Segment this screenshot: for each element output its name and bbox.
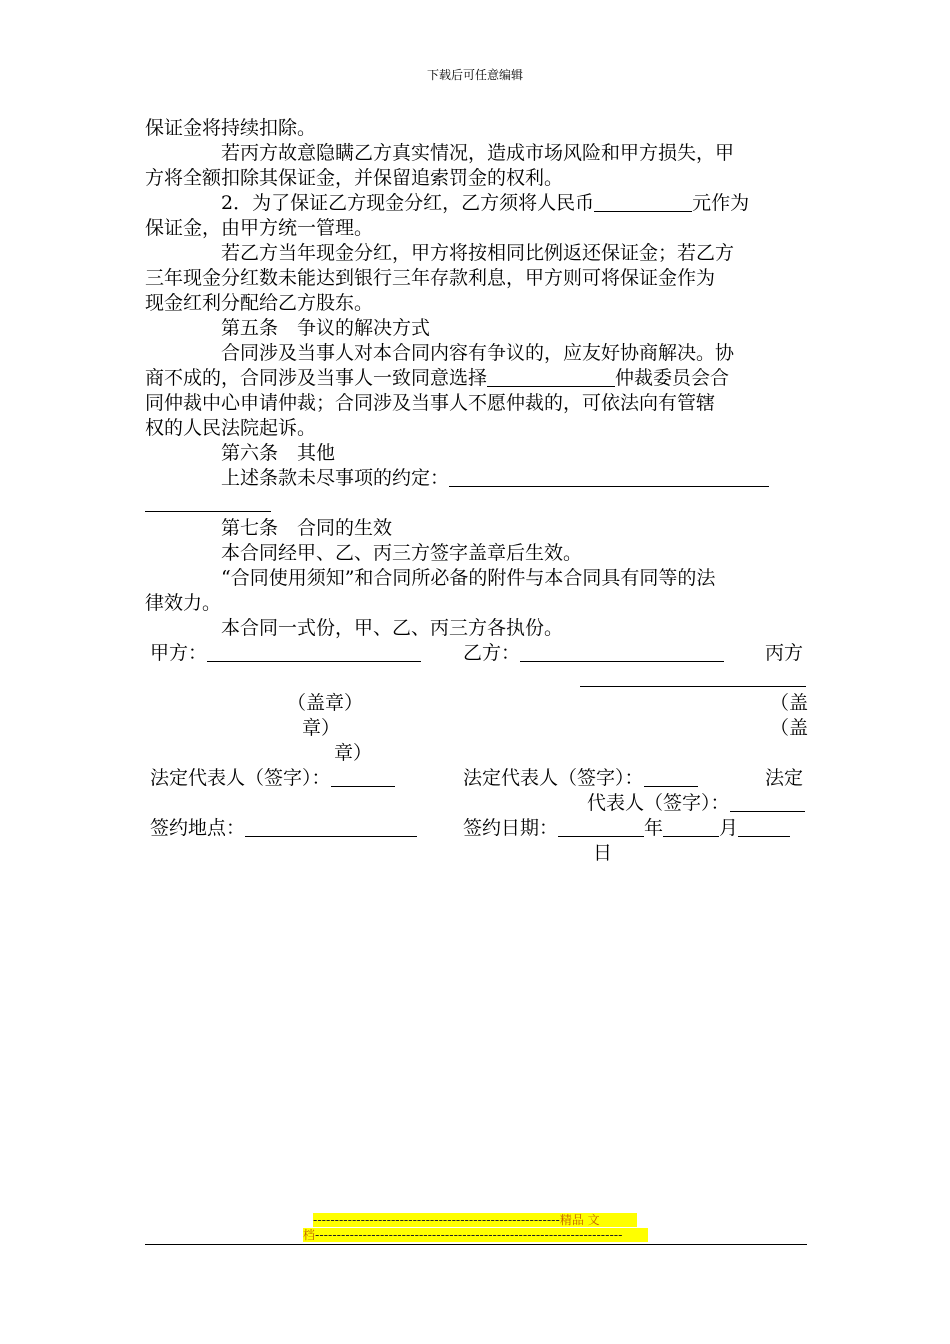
date-day-blank[interactable] bbox=[738, 818, 790, 837]
para-line: 合同涉及当事人对本合同内容有争议的，应友好协商解决。协 bbox=[221, 342, 735, 364]
party-c-blank[interactable] bbox=[580, 666, 806, 691]
para-line: 三年现金分红数未能达到银行三年存款利息，甲方则可将保证金作为 bbox=[145, 267, 716, 289]
party-b-blank[interactable] bbox=[520, 643, 724, 662]
rep-c-label-cont: 代表人（签字）： bbox=[587, 791, 805, 816]
rep-a-label: 法定代表人（签字）： bbox=[150, 766, 395, 791]
blank-amount[interactable] bbox=[594, 193, 692, 212]
footer-highlight-line2: 档----------------------------------------------------------------------- bbox=[303, 1228, 648, 1242]
para-line: 若乙方当年现金分红，甲方将按相同比例返还保证金；若乙方 bbox=[221, 242, 735, 264]
rep-c-label: 法定 bbox=[765, 767, 804, 789]
article-heading: 第六条 其他 bbox=[221, 442, 336, 464]
place-blank[interactable] bbox=[245, 818, 417, 837]
footer-rule bbox=[145, 1244, 807, 1245]
place-label: 签约地点： bbox=[150, 816, 417, 841]
party-b-label: 乙方： bbox=[463, 641, 724, 666]
para-text: 上述条款未尽事项的约定： bbox=[221, 467, 450, 489]
date-day-label: 日 bbox=[593, 842, 613, 864]
para-line: 权的人民法院起诉。 bbox=[145, 417, 317, 439]
seal-a-label: （盖章） bbox=[287, 692, 364, 714]
date-year-blank[interactable] bbox=[558, 818, 644, 837]
seal-c-label: （盖 bbox=[770, 717, 809, 739]
seal-b-label: 章） bbox=[302, 717, 341, 739]
rep-b-label: 法定代表人（签字）： bbox=[463, 766, 698, 791]
article-heading: 第五条 争议的解决方式 bbox=[221, 317, 431, 339]
para-line bbox=[145, 191, 807, 216]
para-line: 本合同经甲、乙、丙三方签字盖章后生效。 bbox=[221, 542, 583, 564]
party-a-label: 甲方： bbox=[150, 641, 421, 666]
date-label: 签约日期： 年 月 bbox=[463, 816, 790, 841]
seal-c-label: 章） bbox=[334, 742, 373, 764]
blank-other-terms[interactable] bbox=[449, 468, 769, 487]
rep-c-blank[interactable] bbox=[730, 793, 805, 812]
date-month-blank[interactable] bbox=[663, 818, 719, 837]
para-line: 本合同一式份，甲、乙、丙三方各执份。 bbox=[221, 617, 564, 639]
para-line: 若丙方故意隐瞒乙方真实情况，造成市场风险和甲方损失，甲 bbox=[221, 142, 735, 164]
para-line: 保证金将持续扣除。 bbox=[145, 117, 317, 139]
blank-other-terms-cont[interactable] bbox=[145, 491, 271, 516]
party-c-label: 丙方 bbox=[765, 642, 804, 664]
para-line: 律效力。 bbox=[145, 592, 222, 614]
para-text: 商不成的，合同涉及当事人一致同意选择 bbox=[145, 367, 488, 389]
para-line: 同仲裁中心申请仲裁；合同涉及当事人不愿仲裁的，可依法向有管辖 bbox=[145, 392, 716, 414]
para-line: 现金红利分配给乙方股东。 bbox=[145, 292, 374, 314]
para-line bbox=[145, 366, 807, 391]
seal-c-label: （盖 bbox=[770, 692, 809, 714]
rep-b-blank[interactable] bbox=[644, 768, 698, 787]
page-header: 下载后可任意编辑 bbox=[426, 68, 523, 82]
para-text: 仲裁委员会合 bbox=[615, 367, 730, 389]
footer-highlight-line1: ---------------------------------------------------------精品 文 bbox=[313, 1213, 637, 1227]
party-a-blank[interactable] bbox=[207, 643, 421, 662]
para-line: 保证金，由甲方统一管理。 bbox=[145, 217, 374, 239]
article-heading: 第七条 合同的生效 bbox=[221, 517, 393, 539]
para-text: 元作为 bbox=[692, 192, 750, 214]
rep-a-blank[interactable] bbox=[331, 768, 395, 787]
para-text: 2．为了保证乙方现金分红，乙方须将人民币 bbox=[221, 192, 595, 214]
blank-arbitration[interactable] bbox=[487, 368, 615, 387]
para-line: 方将全额扣除其保证金，并保留追索罚金的权利。 bbox=[145, 167, 564, 189]
para-line bbox=[145, 466, 807, 491]
para-line: “合同使用须知”和合同所必备的附件与本合同具有同等的法 bbox=[221, 567, 716, 589]
